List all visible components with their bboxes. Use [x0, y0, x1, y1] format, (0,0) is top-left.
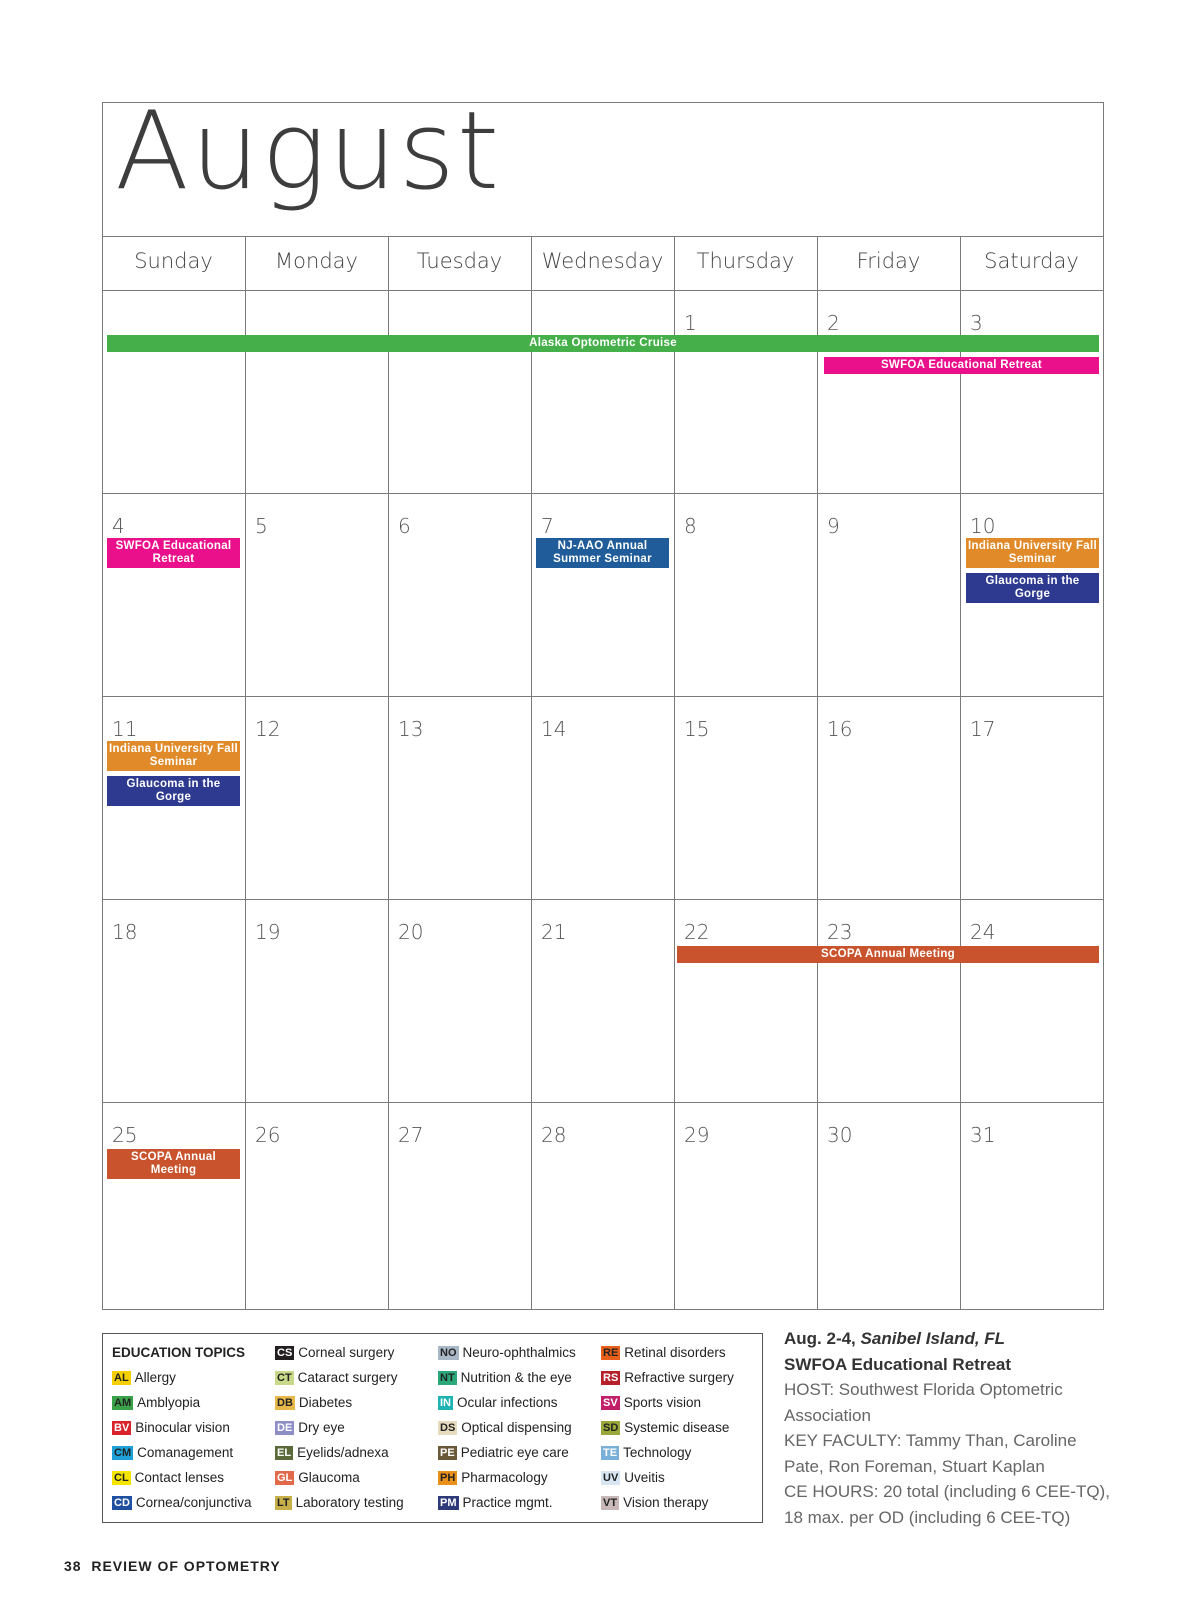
day-number: 20 — [398, 920, 424, 944]
day-number: 10 — [970, 514, 996, 538]
legend-item — [438, 1365, 576, 1390]
divider — [960, 236, 961, 1309]
weekday-sunday: Sunday — [134, 249, 213, 273]
day-number: 18 — [112, 920, 138, 944]
legend-column-1 — [112, 1340, 251, 1515]
weekday-wednesday: Wednesday — [541, 249, 664, 273]
day-number: 7 — [541, 514, 554, 538]
legend-item — [275, 1490, 404, 1515]
topic-code-badge: LT — [277, 1497, 290, 1509]
topic-code-badge: CS — [277, 1347, 293, 1359]
event-scopa-meeting[interactable]: SCOPA Annual Meeting — [107, 1149, 240, 1179]
legend-item — [601, 1490, 734, 1515]
topic-code-badge: PM — [440, 1497, 457, 1509]
event-glaucoma-gorge[interactable]: Glaucoma in the Gorge — [107, 776, 240, 806]
publication-name: REVIEW OF OPTOMETRY — [91, 1558, 281, 1574]
legend-item — [438, 1490, 576, 1515]
day-number: 24 — [970, 920, 996, 944]
day-number: 9 — [827, 514, 840, 538]
topic-label: Vision therapy — [623, 1495, 709, 1510]
topic-label: Cornea/conjunctiva — [135, 1495, 252, 1510]
weekday-tuesday: Tuesday — [416, 249, 503, 273]
legend-item — [112, 1440, 251, 1465]
topic-code-badge: CM — [114, 1447, 132, 1459]
topic-code-badge: AL — [114, 1372, 129, 1384]
topic-label: Dry eye — [298, 1420, 345, 1435]
topic-label: Diabetes — [298, 1395, 353, 1410]
day-number: 14 — [541, 717, 567, 741]
legend-item — [275, 1390, 404, 1415]
legend-column-3 — [438, 1340, 576, 1515]
day-number: 8 — [684, 514, 697, 538]
divider — [674, 236, 675, 1309]
day-number: 23 — [827, 920, 853, 944]
topic-code-badge: BV — [114, 1422, 130, 1434]
legend-item — [601, 1440, 734, 1465]
topic-code-badge: CD — [114, 1497, 130, 1509]
topic-code-badge: TE — [603, 1447, 618, 1459]
day-number: 27 — [398, 1123, 424, 1147]
topic-label: Pediatric eye care — [460, 1445, 569, 1460]
topic-label: Uveitis — [624, 1470, 665, 1485]
topic-label: Cataract surgery — [297, 1370, 398, 1385]
event-indiana-seminar[interactable]: Indiana University Fall Seminar — [107, 741, 240, 771]
page-number: 38 — [64, 1558, 82, 1574]
event-ce-hours: CE HOURS: 20 total (including 6 CEE-TQ), 18 max. per OD (including 6 CEE-TQ) — [784, 1482, 1110, 1527]
day-number: 4 — [112, 514, 125, 538]
legend-item — [112, 1490, 251, 1515]
event-dates: Aug. 2-4, — [784, 1329, 856, 1348]
topic-code-badge: VT — [603, 1497, 618, 1509]
weekday-thursday: Thursday — [696, 249, 795, 273]
topic-label: Systemic disease — [624, 1420, 730, 1435]
topic-label: Allergy — [134, 1370, 176, 1385]
topic-code-badge: EL — [277, 1447, 292, 1459]
topic-code-badge: IN — [440, 1397, 451, 1409]
day-number: 25 — [112, 1123, 138, 1147]
topic-code-badge: DB — [277, 1397, 293, 1409]
topic-label: Ocular infections — [457, 1395, 558, 1410]
legend-item — [275, 1440, 404, 1465]
legend-item — [112, 1365, 251, 1390]
topic-code-badge: AM — [114, 1397, 132, 1409]
event-indiana-seminar[interactable]: Indiana University Fall Seminar — [966, 538, 1099, 568]
divider — [102, 493, 1104, 494]
month-title: August — [115, 89, 502, 214]
day-number: 6 — [398, 514, 411, 538]
legend-item — [275, 1465, 404, 1490]
legend-item — [438, 1440, 576, 1465]
legend-item — [438, 1415, 576, 1440]
topic-label: Glaucoma — [298, 1470, 360, 1485]
event-alaska-cruise[interactable]: Alaska Optometric Cruise — [107, 335, 1099, 352]
legend-item — [438, 1390, 576, 1415]
topic-label: Amblyopia — [137, 1395, 201, 1410]
topic-label: Sports vision — [623, 1395, 701, 1410]
topic-label: Practice mgmt. — [462, 1495, 553, 1510]
page-footer — [64, 1558, 281, 1574]
day-number: 11 — [112, 717, 138, 741]
event-host: HOST: Southwest Florida Optometric Association — [784, 1380, 1063, 1425]
topic-code-badge: RS — [603, 1372, 619, 1384]
topic-label: Eyelids/adnexa — [297, 1445, 389, 1460]
day-number: 30 — [827, 1123, 853, 1147]
legend-item — [275, 1415, 404, 1440]
day-number: 31 — [970, 1123, 996, 1147]
divider — [245, 236, 246, 1309]
day-number: 5 — [255, 514, 268, 538]
legend-item — [601, 1465, 734, 1490]
topic-code-badge: PH — [440, 1472, 456, 1484]
day-number: 21 — [541, 920, 567, 944]
topic-label: Laboratory testing — [295, 1495, 404, 1510]
day-number: 28 — [541, 1123, 567, 1147]
topic-label: Comanagement — [137, 1445, 234, 1460]
legend-column-4 — [601, 1340, 734, 1515]
day-number: 15 — [684, 717, 710, 741]
day-number: 19 — [255, 920, 281, 944]
topic-code-badge: DE — [277, 1422, 293, 1434]
topic-label: Optical dispensing — [461, 1420, 572, 1435]
day-number: 29 — [684, 1123, 710, 1147]
divider — [102, 899, 1104, 900]
legend-column-2 — [275, 1340, 404, 1515]
day-number: 26 — [255, 1123, 281, 1147]
topic-code-badge: GL — [277, 1472, 293, 1484]
topic-label: Refractive surgery — [624, 1370, 734, 1385]
topic-label: Contact lenses — [134, 1470, 224, 1485]
topic-code-badge: UV — [603, 1472, 619, 1484]
topic-code-badge: SV — [603, 1397, 618, 1409]
topic-code-badge: NT — [440, 1372, 455, 1384]
topic-label: Retinal disorders — [624, 1345, 726, 1360]
weekday-friday: Friday — [856, 249, 921, 273]
event-njaao-seminar[interactable]: NJ-AAO Annual Summer Seminar — [536, 538, 669, 568]
topic-label: Pharmacology — [461, 1470, 548, 1485]
topic-code-badge: CT — [277, 1372, 292, 1384]
weekday-monday: Monday — [275, 249, 358, 273]
divider — [102, 696, 1104, 697]
day-number: 17 — [970, 717, 996, 741]
event-info — [784, 1326, 1114, 1530]
legend-item — [601, 1390, 734, 1415]
event-swfoa-retreat[interactable]: SWFOA Educational Retreat — [107, 538, 240, 568]
legend-item — [275, 1365, 404, 1390]
weekday-saturday: Saturday — [984, 249, 1079, 273]
topic-code-badge: PE — [440, 1447, 455, 1459]
topic-label: Nutrition & the eye — [460, 1370, 572, 1385]
event-swfoa-retreat[interactable]: SWFOA Educational Retreat — [824, 357, 1099, 374]
event-scopa-meeting[interactable]: SCOPA Annual Meeting — [677, 946, 1099, 963]
divider — [102, 1102, 1104, 1103]
divider — [102, 290, 1104, 291]
day-number: 2 — [827, 311, 840, 335]
legend-item — [601, 1340, 734, 1365]
legend-item — [112, 1465, 251, 1490]
divider — [817, 236, 818, 1309]
event-location: Sanibel Island, FL — [860, 1329, 1006, 1348]
day-number: 22 — [684, 920, 710, 944]
legend-item — [438, 1340, 576, 1365]
legend-item — [112, 1415, 251, 1440]
event-glaucoma-gorge[interactable]: Glaucoma in the Gorge — [966, 573, 1099, 603]
legend-title: EDUCATION TOPICS — [112, 1345, 246, 1360]
topic-code-badge: RE — [603, 1347, 619, 1359]
day-number: 12 — [255, 717, 281, 741]
legend-item — [601, 1365, 734, 1390]
legend-item — [601, 1415, 734, 1440]
topic-label: Neuro-ophthalmics — [462, 1345, 576, 1360]
topic-label: Corneal surgery — [298, 1345, 395, 1360]
day-number: 1 — [684, 311, 697, 335]
divider — [531, 236, 532, 1309]
day-number: 13 — [398, 717, 424, 741]
event-name: SWFOA Educational Retreat — [784, 1354, 1012, 1374]
topic-code-badge: CL — [114, 1472, 129, 1484]
legend-item — [438, 1465, 576, 1490]
topic-label: Technology — [623, 1445, 692, 1460]
day-number: 3 — [970, 311, 983, 335]
topic-label: Binocular vision — [135, 1420, 230, 1435]
divider — [388, 236, 389, 1309]
legend-item — [275, 1340, 404, 1365]
topic-code-badge: NO — [440, 1347, 457, 1359]
day-number: 16 — [827, 717, 853, 741]
divider — [102, 236, 1104, 237]
topic-code-badge: SD — [603, 1422, 619, 1434]
event-faculty: KEY FACULTY: Tammy Than, Caroline Pate, Ron Foreman, Stuart Kaplan — [784, 1431, 1077, 1476]
topic-code-badge: DS — [440, 1422, 456, 1434]
legend-item — [112, 1390, 251, 1415]
